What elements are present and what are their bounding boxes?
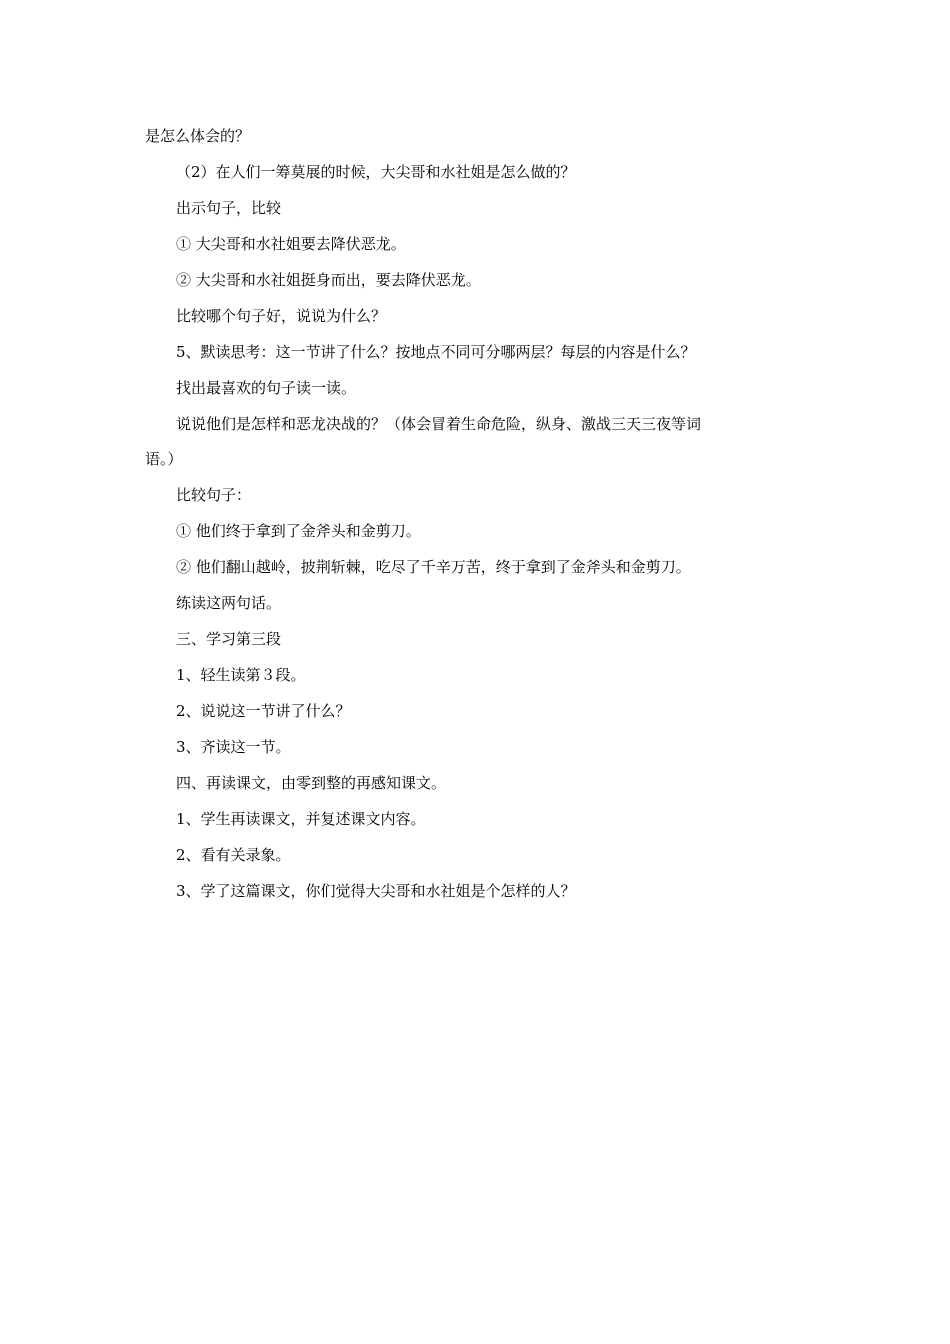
text-line: 1、学生再读课文，并复述课文内容。 — [176, 810, 426, 828]
text-line: 出示句子，比较 — [176, 199, 282, 217]
text-line: 5、默读思考：这一节讲了什么？按地点不同可分哪两层？每层的内容是什么？ — [176, 343, 696, 361]
text-line: 2、看有关录象。 — [176, 846, 291, 864]
text-line: （2）在人们一筹莫展的时候，大尖哥和水社姐是怎么做的？ — [176, 163, 576, 181]
section-heading: 三、学习第三段 — [176, 630, 282, 648]
text-line: ② 大尖哥和水社姐挺身而出，要去降伏恶龙。 — [176, 271, 481, 289]
text-line: 2、说说这一节讲了什么？ — [176, 702, 351, 720]
text-line: ② 他们翻山越岭，披荆斩棘，吃尽了千辛万苦，终于拿到了金斧头和金剪刀。 — [176, 558, 691, 576]
text-line: 语。） — [145, 450, 183, 468]
text-line: ① 大尖哥和水社姐要去降伏恶龙。 — [176, 235, 406, 253]
text-line: 1、轻生读第３段。 — [176, 666, 306, 684]
text-line: 3、齐读这一节。 — [176, 738, 291, 756]
text-line: 说说他们是怎样和恶龙决战的？（体会冒着生命危险，纵身、激战三天三夜等词 — [176, 415, 702, 433]
text-line: 比较句子： — [176, 486, 252, 504]
text-line: 找出最喜欢的句子读一读。 — [176, 379, 357, 397]
text-line: 练读这两句话。 — [176, 594, 282, 612]
document-body — [145, 126, 785, 917]
text-line: 3、学了这篇课文，你们觉得大尖哥和水社姐是个怎样的人？ — [176, 882, 576, 900]
text-line: 是怎么体会的？ — [145, 127, 251, 145]
text-line: 比较哪个句子好，说说为什么？ — [176, 307, 387, 325]
text-line: ① 他们终于拿到了金斧头和金剪刀。 — [176, 522, 421, 540]
section-heading: 四、再读课文，由零到整的再感知课文。 — [176, 774, 447, 792]
